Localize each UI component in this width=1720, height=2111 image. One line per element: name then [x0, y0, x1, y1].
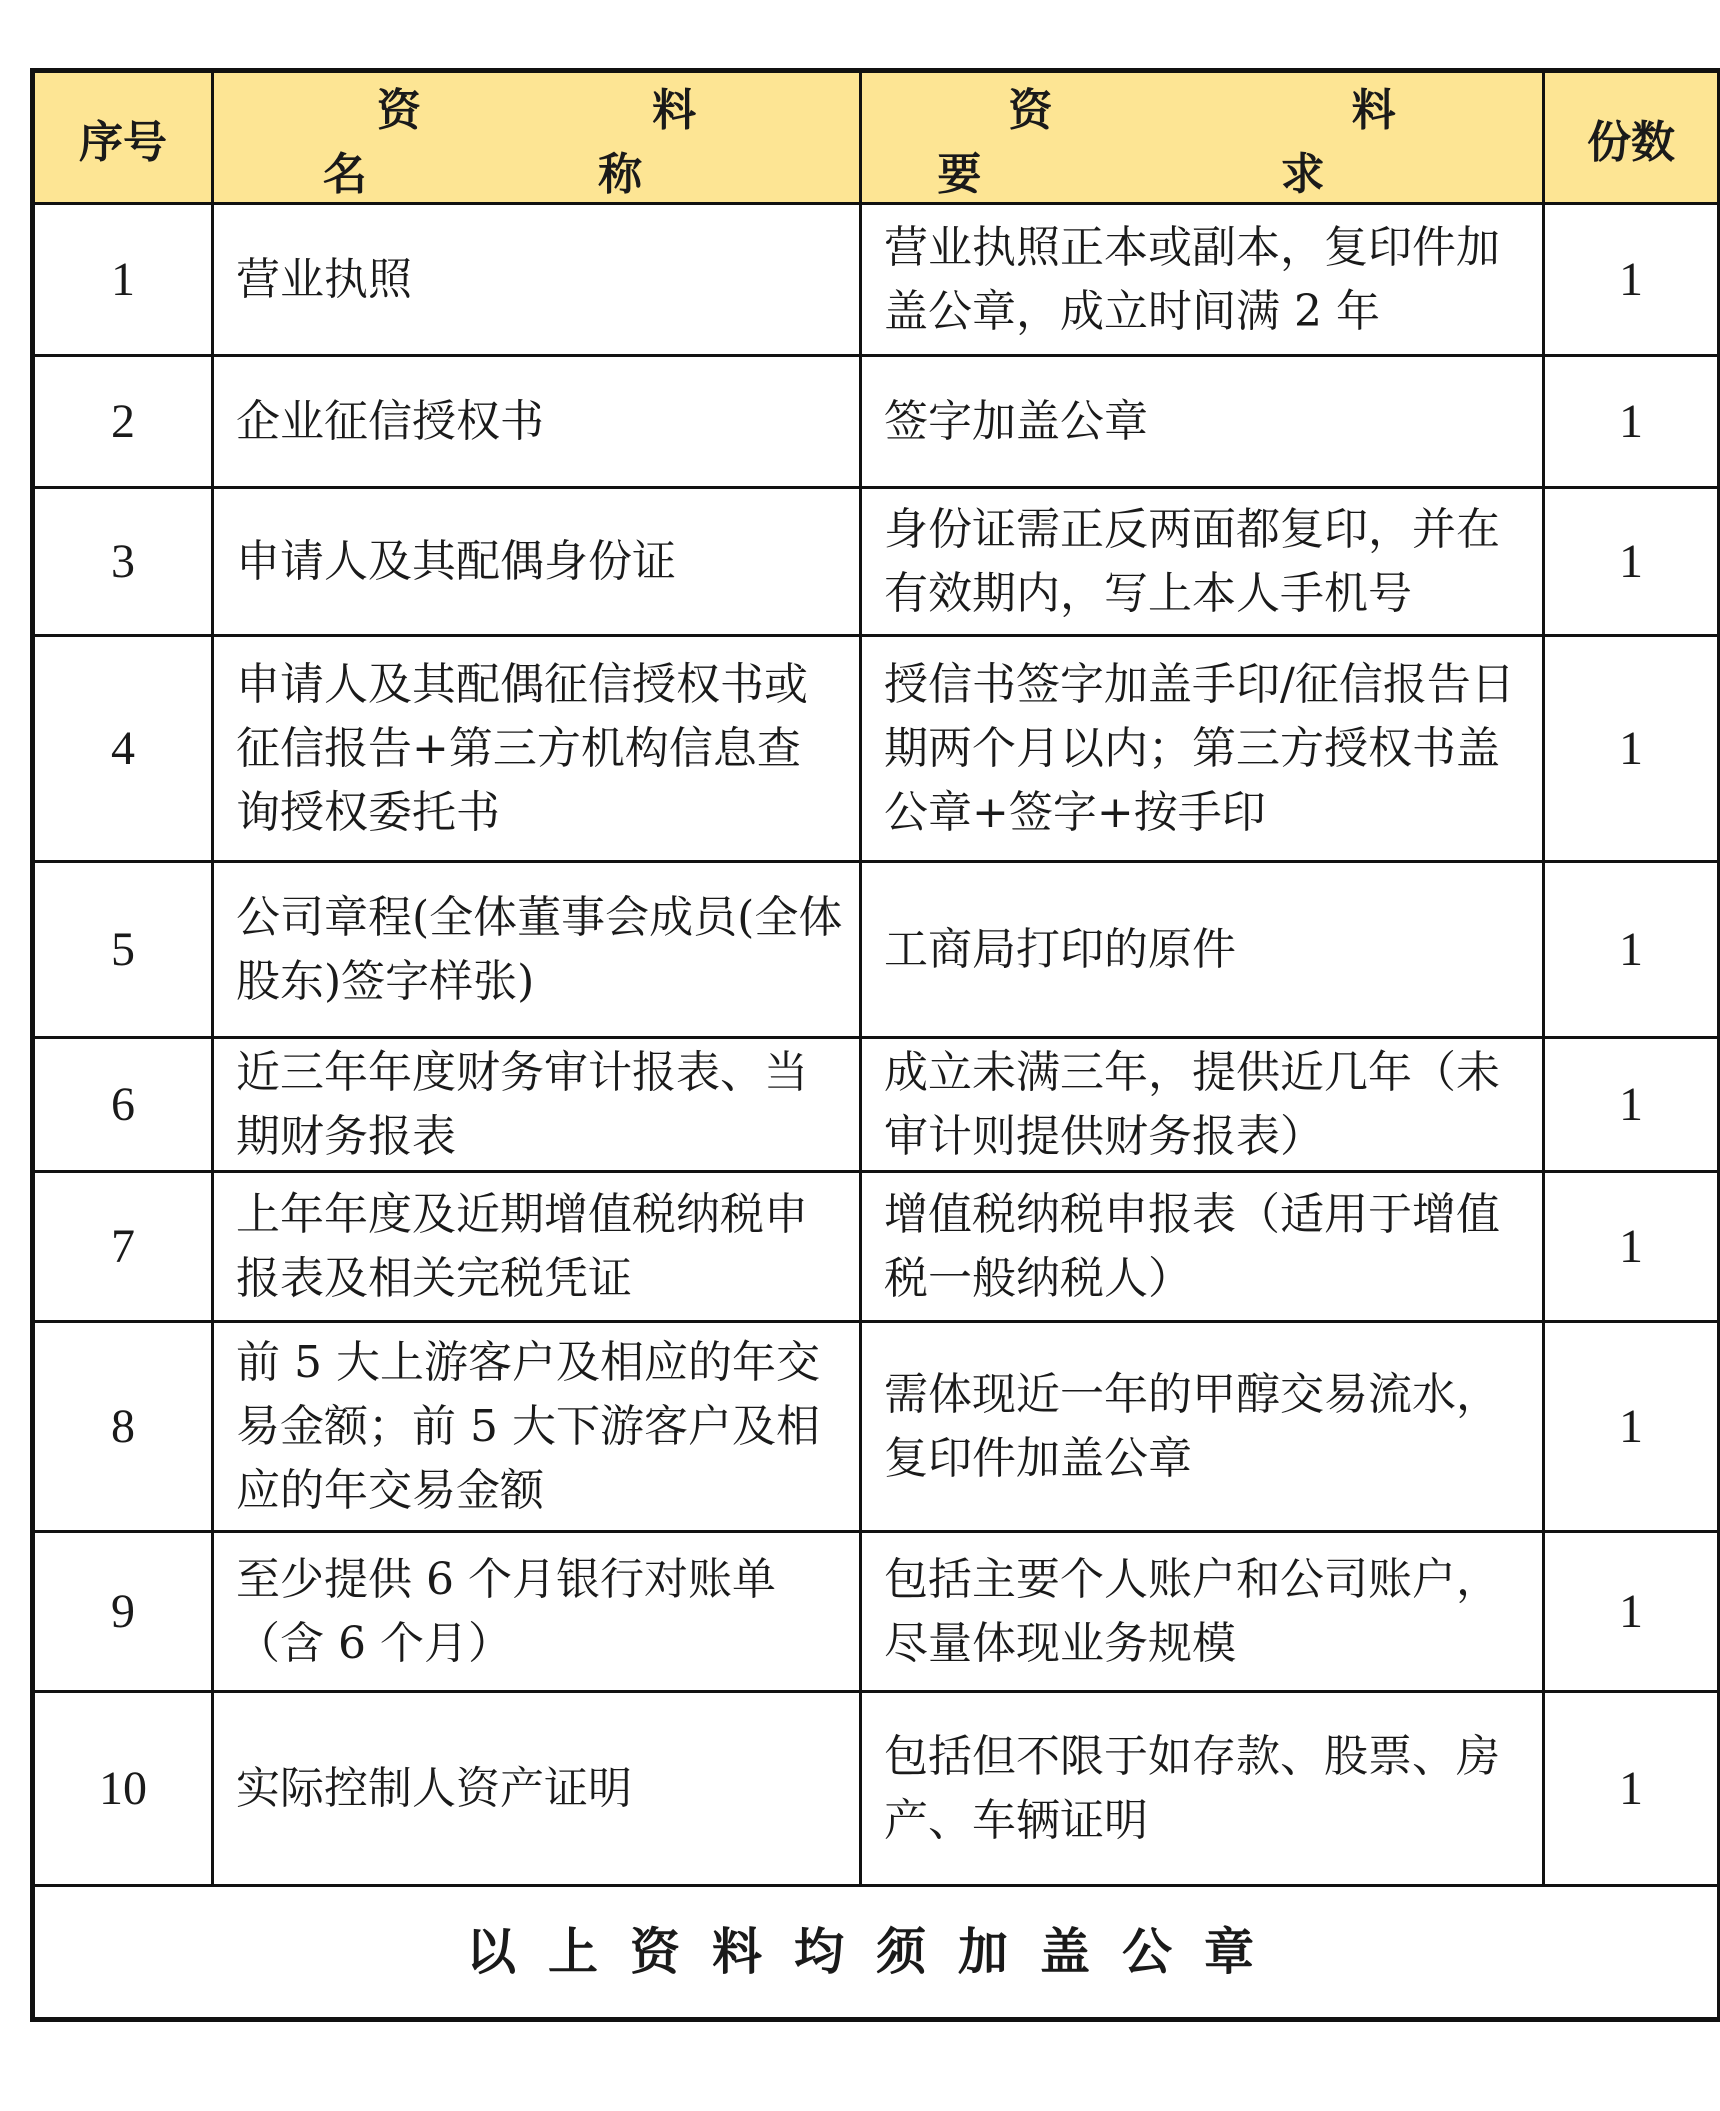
row-index: 9: [33, 1532, 213, 1692]
table-row: [33, 1172, 1720, 1322]
row-copies: 1: [1544, 1692, 1720, 1886]
row-copies: 1: [1544, 862, 1720, 1038]
row-copies: 1: [1544, 636, 1720, 862]
row-requirement: 身份证需正反两面都复印，并在有效期内，写上本人手机号: [861, 488, 1544, 636]
table-row: [33, 488, 1720, 636]
header-name: [213, 71, 861, 204]
row-requirement: 签字加盖公章: [861, 356, 1544, 488]
table-row: [33, 1692, 1720, 1886]
row-copies: 1: [1544, 1172, 1720, 1322]
row-index: 1: [33, 204, 213, 356]
row-name: 营业执照: [213, 204, 861, 356]
row-index: 6: [33, 1038, 213, 1172]
row-index: 4: [33, 636, 213, 862]
row-requirement: 增值税纳税申报表（适用于增值税一般纳税人）: [861, 1172, 1544, 1322]
table-row: [33, 636, 1720, 862]
row-index: 8: [33, 1322, 213, 1532]
row-copies: 1: [1544, 356, 1720, 488]
row-index: 3: [33, 488, 213, 636]
table-row: [33, 204, 1720, 356]
row-requirement: 工商局打印的原件: [861, 862, 1544, 1038]
row-name: 至少提供 6 个月银行对账单（含 6 个月）: [213, 1532, 861, 1692]
row-index: 2: [33, 356, 213, 488]
header-requirement-label: 资 料 要 求: [937, 84, 1538, 200]
header-name-label: 资 料 名 称: [322, 84, 805, 200]
document-sheet: [30, 68, 1717, 2022]
row-requirement: 授信书签字加盖手印/征信报告日期两个月以内；第三方授权书盖公章+签字+按手印: [861, 636, 1544, 862]
footer-row: [33, 1886, 1720, 2020]
row-name: 企业征信授权书: [213, 356, 861, 488]
header-index: 序号: [33, 71, 213, 204]
header-copies: 份数: [1544, 71, 1720, 204]
row-copies: 1: [1544, 488, 1720, 636]
row-name: 实际控制人资产证明: [213, 1692, 861, 1886]
header-requirement: [861, 71, 1544, 204]
table-row: [33, 1038, 1720, 1172]
table-row: [33, 1322, 1720, 1532]
table-row: [33, 356, 1720, 488]
row-name: 近三年年度财务审计报表、当期财务报表: [213, 1038, 861, 1172]
header-row: [33, 71, 1720, 204]
row-name: 申请人及其配偶身份证: [213, 488, 861, 636]
table-row: [33, 862, 1720, 1038]
row-index: 5: [33, 862, 213, 1038]
row-index: 10: [33, 1692, 213, 1886]
footer-note: 以上资料均须加盖公章: [33, 1886, 1720, 2020]
row-requirement: 营业执照正本或副本，复印件加盖公章，成立时间满 2 年: [861, 204, 1544, 356]
row-name: 公司章程(全体董事会成员(全体股东)签字样张): [213, 862, 861, 1038]
row-copies: 1: [1544, 1038, 1720, 1172]
row-requirement: 需体现近一年的甲醇交易流水，复印件加盖公章: [861, 1322, 1544, 1532]
row-copies: 1: [1544, 1532, 1720, 1692]
row-copies: 1: [1544, 1322, 1720, 1532]
row-name: 申请人及其配偶征信授权书或征信报告+第三方机构信息查询授权委托书: [213, 636, 861, 862]
row-name: 上年年度及近期增值税纳税申报表及相关完税凭证: [213, 1172, 861, 1322]
row-name: 前 5 大上游客户及相应的年交易金额；前 5 大下游客户及相应的年交易金额: [213, 1322, 861, 1532]
row-copies: 1: [1544, 204, 1720, 356]
row-requirement: 包括但不限于如存款、股票、房产、车辆证明: [861, 1692, 1544, 1886]
row-requirement: 成立未满三年，提供近几年（未审计则提供财务报表）: [861, 1038, 1544, 1172]
row-requirement: 包括主要个人账户和公司账户，尽量体现业务规模: [861, 1532, 1544, 1692]
materials-table: [30, 68, 1720, 2022]
row-index: 7: [33, 1172, 213, 1322]
table-row: [33, 1532, 1720, 1692]
